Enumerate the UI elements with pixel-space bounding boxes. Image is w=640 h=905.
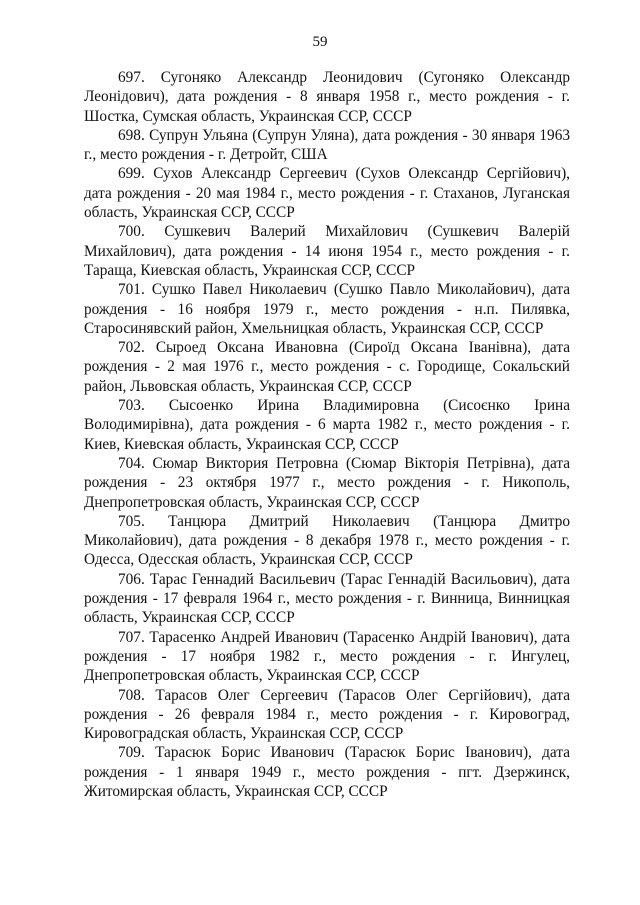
list-item [84,68,570,126]
list-item [84,338,570,396]
entry-text: Сыроед Оксана Ивановна (Сироїд Оксана Іванівна), дата рождения - 2 мая 1976 г., место рождения - с. Городище, Сокальский район, Львовская область, Украинская ССР, СССР [84,339,570,395]
entry-text: Сушко Павел Николаевич (Сушко Павло Миколайович), дата рождения - 16 ноября 1979 г., место рождения - н.п. Пилявка, Старосинявский район, Хмельницкая область, Украинская ССР, СССР [84,281,570,337]
entry-text: Супрун Ульяна (Супрун Уляна), дата рождения - 30 января 1963 г., место рождения - г. Детройт, США [84,126,570,164]
entry-number: 698. [118,126,145,144]
entry-number: 700. [118,223,145,241]
list-item [84,126,570,165]
entries-list [84,68,570,801]
entry-text: Танцюра Дмитрий Николаевич (Танцюра Дмитро Миколайович), дата рождения - 8 декабря 1978 г., место рождения - г. Одесса, Одесская область, Украинская ССР, СССР [84,512,571,569]
entry-text: Тарасенко Андрей Иванович (Тарасенко Андрій Іванович), дата рождения - 17 ноября 1982 г., место рождения - г. Ингулец, Днепропетровская область, Украинская ССР, СССР [84,628,570,685]
entry-number: 708. [118,686,145,704]
entry-text: Сюмар Виктория Петровна (Сюмар Вікторія Петрівна), дата рождения - 23 октября 1977 г., место рождения - г. Никополь, Днепропетровская область, Украинская ССР, СССР [84,454,570,511]
entry-text: Сысоенко Ирина Владимировна (Сисоєнко Ірина Володимирівна), дата рождения - 6 марта 1982 г., место рождения - г. Киев, Киевская область, Украинская ССР, СССР [84,397,570,453]
list-item [84,396,570,454]
list-item [84,686,570,744]
entry-number: 706. [118,570,145,588]
page-number: 59 [312,34,328,50]
list-item [84,454,570,512]
entry-number: 705. [118,512,145,530]
entry-text: Тарасов Олег Сергеевич (Тарасов Олег Сергійович), дата рождения - 26 февраля 1984 г., место рождения - г. Кировоград, Кировоградская область, Украинская ССР, СССР [84,686,571,743]
entry-text: Сухов Александр Сергеевич (Сухов Олександр Сергійович), дата рождения - 20 мая 1984 г., место рождения - г. Стаханов, Луганская область, Украинская ССР, СССР [84,165,570,222]
entry-text: Сушкевич Валерий Михайлович (Сушкевич Валерій Михайлович), дата рождения - 14 июня 1954 г., место рождения - г. Тараща, Киевская область, Украинская ССР, СССР [84,223,570,279]
entry-number: 702. [118,339,145,357]
list-item [84,628,570,686]
list-item [84,164,570,222]
entry-text: Тарас Геннадий Васильевич (Тарас Геннадій Васильович), дата рождения - 17 февраля 1964 г., место рождения - г. Винница, Винницкая область, Украинская ССР, СССР [84,570,570,627]
entry-number: 697. [118,69,145,86]
entry-text: Тарасюк Борис Иванович (Тарасюк Борис Іванович), дата рождения - 1 января 1949 г., место рождения - пгт. Дзержинск, Житомирская область, Украинская ССР, СССР [84,744,570,800]
list-item [84,280,570,338]
entry-text: Сугоняко Александр Леонидович (Сугоняко Олександр Леонідович), дата рождения - 8 января 1958 г., место рождения - г. Шостка, Сумская область, Украинская ССР, СССР [84,69,571,125]
list-item [84,743,570,801]
entry-number: 709. [118,744,145,762]
entry-number: 707. [118,628,145,646]
entry-number: 704. [118,454,145,472]
list-item [84,512,570,570]
entry-number: 699. [118,165,145,183]
list-item [84,570,570,628]
entry-number: 703. [118,397,145,415]
entry-number: 701. [118,281,145,299]
list-item [84,222,570,280]
